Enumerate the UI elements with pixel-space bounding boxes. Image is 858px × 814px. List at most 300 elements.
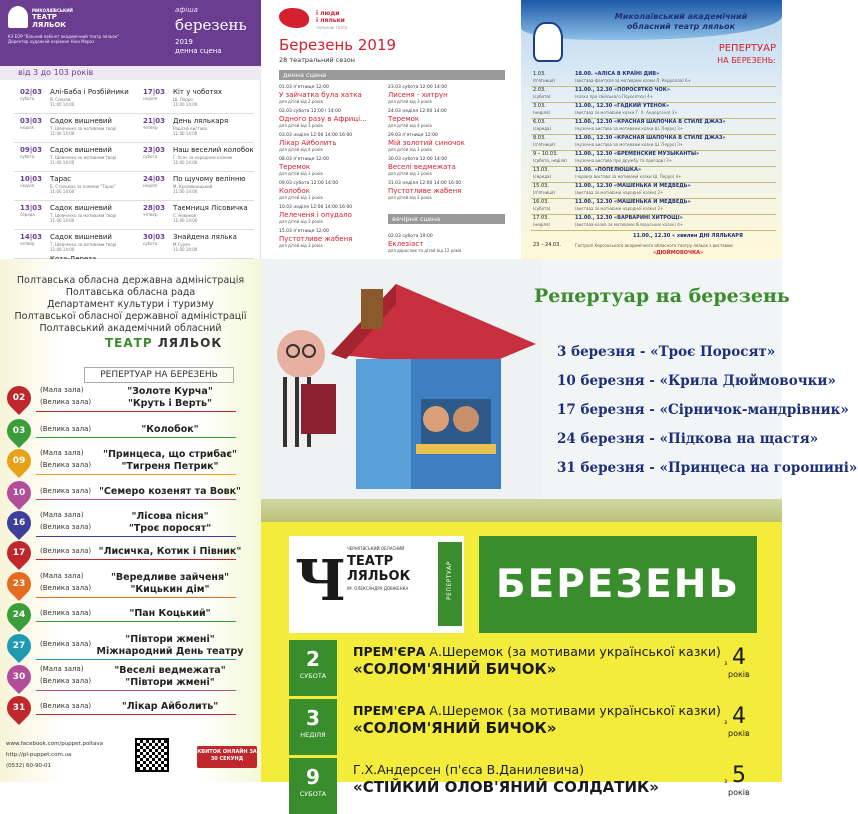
event-title: Еклезіаст [388, 240, 424, 248]
event-subtitle: Т. Шевченко за мотивами творі [50, 126, 117, 131]
row-date: 3.03. [533, 103, 546, 109]
date-badge [2, 567, 36, 601]
item-underline [36, 690, 236, 691]
repertoire-row [533, 216, 778, 230]
event-age: для дітей від 4 років [388, 123, 432, 128]
row-date: 13.03. [533, 167, 549, 173]
repertoire-label: РЕПЕРТУАР [718, 43, 776, 54]
event-title: Лисеня - хитрун [388, 91, 448, 99]
event-subtitle: М.Гурен [173, 242, 191, 247]
event-date: 09|03 [20, 146, 43, 154]
logo-text: і люди і ляльки [316, 10, 345, 24]
event-subtitle: Ш. Перро [173, 97, 193, 102]
event-date: 31.03 неділя 12:00 14:00 16:00 [388, 181, 462, 186]
event-time: 11:00 14:00 [50, 131, 75, 136]
age-prefix: з [724, 660, 728, 667]
event-subtitle: В. Сиохов [50, 97, 71, 102]
item-underline [36, 714, 236, 715]
date-number: 27 [12, 641, 26, 651]
facebook-link[interactable]: www.facebook.com/puppet.poltava [6, 741, 103, 747]
date-badge [2, 506, 36, 540]
event-date: 09.03 субота 12:00 14:00 [279, 181, 339, 186]
event-time: 11:00 14:00 [50, 218, 75, 223]
event-item [143, 117, 258, 143]
event-weekday: четвер [143, 212, 158, 217]
hall-label: (Велика зала) [40, 640, 92, 648]
item-underline [36, 437, 236, 438]
event-item [20, 88, 135, 114]
row-subtitle: (вистава за мотивами народної казки) 2+ [575, 190, 664, 195]
event-subtitle: Т. Шевченко за мотивами творі [50, 242, 117, 247]
event-weekday: субота [20, 96, 35, 101]
hall-label: (Велика зала) [40, 487, 92, 495]
repertoire-title: Репертуар на березень [534, 285, 790, 307]
row-divider [531, 230, 776, 231]
event-date: 03|03 [20, 117, 43, 125]
event-subtitle: М. Кропивницький [173, 184, 213, 189]
date-number: 17 [12, 548, 26, 558]
hall-label: (Мала зала) [40, 511, 84, 519]
event-age: для дітей від 3 років [279, 171, 323, 176]
repertoire-item [0, 449, 261, 477]
age-number: 5 [732, 763, 746, 788]
row-title: 11.00., 12.30 «ПОРОСЯТКО ЧОК» [575, 87, 671, 93]
evening-scene-bar: вечірня сцена [388, 214, 505, 224]
month-title: березень [175, 16, 247, 34]
event-date: 21|03 [143, 117, 166, 125]
event-date: 24|03 [143, 175, 166, 183]
age-number: 4 [732, 704, 746, 729]
hall-label: (Велика зала) [40, 584, 92, 592]
row-title: 11.00., 12.30 «ГАДКИЙ УТЕНОК» [575, 103, 670, 109]
event-date: 24.03 неділя 12:00 14:00 [388, 109, 447, 114]
event-info [353, 644, 721, 679]
event-title: Мій золотий синочок [388, 139, 465, 147]
row-weekday: (субота) [533, 206, 551, 211]
event-age: для дітей від 4 років [279, 147, 323, 152]
event-item [279, 157, 397, 176]
event-title: Садок вишневий [50, 233, 112, 241]
date-day: 2 [306, 647, 320, 671]
event-weekday: четвер [143, 125, 158, 130]
repertoire-event: 31 березня - «Принцеса на горошині» [557, 460, 858, 476]
repertoire-row [533, 200, 778, 214]
event-item [388, 109, 506, 128]
event-weekday: субота [143, 154, 158, 159]
event-author [353, 703, 721, 718]
event-date: 13|03 [20, 204, 43, 212]
show-title: "Тигреня Петрик" [121, 461, 219, 472]
event-time: 11:00 14:00 [173, 102, 198, 107]
event-item [143, 233, 258, 259]
event-info [353, 762, 659, 797]
event-date: 15.03 п'ятниця 12:00 [279, 229, 329, 234]
logo-subtext: лялькові театр [316, 25, 348, 30]
event-title: Садок вишневий [50, 117, 112, 125]
qr-code-icon[interactable] [135, 738, 169, 772]
event-weekday: середа [20, 212, 35, 217]
event-item [20, 204, 135, 230]
event-weekday: неділя [20, 125, 34, 130]
row-date: 16.03. [533, 199, 549, 205]
row-weekday: (п'ятниця) [533, 142, 555, 147]
repertoire-event: 17 березня - «Сірничок-мандрівник» [557, 402, 849, 418]
repertoire-item [0, 386, 261, 414]
repertoire-row [533, 72, 778, 86]
row-subtitle: (вистава-фантазія за мотивами казки Л. Керролла) 6+ [575, 78, 691, 83]
event-item [279, 205, 397, 224]
poster-header [0, 0, 261, 66]
event-title: Садок вишневий [50, 146, 112, 154]
date-badge [2, 629, 36, 663]
event-time: 11:00 14:00 [50, 189, 75, 194]
event-age: для дітей від 3 років [388, 195, 432, 200]
event-item [388, 133, 506, 152]
event-weekday: субота [143, 241, 158, 246]
event-item [20, 146, 135, 172]
poster-chernihiv [261, 522, 782, 798]
row-date: 15.03. [533, 183, 549, 189]
event-age: для дорослих та дітей від 12 років [388, 248, 462, 253]
logo-name: ІМ. ОЛЕКСАНДРА ДОВЖЕНКА [347, 586, 409, 591]
repertoire-row [533, 88, 778, 102]
event-weekday: четвер [20, 241, 35, 246]
logo-title: ТЕАТР ЛЯЛЬОК [347, 554, 411, 584]
age-unit: років [728, 729, 750, 738]
website-link[interactable]: http://pl-puppet.com.ua [6, 752, 72, 758]
event-title: Пустотливе жабеня [279, 235, 353, 243]
event-subtitle: Радісна вистава [173, 126, 208, 131]
age-box [724, 705, 764, 745]
event-age: для дітей від 3 років [388, 99, 432, 104]
event-date: 01.03 п'ятниця 12:00 [279, 85, 329, 90]
repertoire-label: РЕПЕРТУАР НА БЕРЕЗЕНЬ [84, 367, 234, 383]
event-item [143, 146, 258, 172]
online-ticket-button[interactable]: КВИТОК ОНЛАЙН ЗА 30 СЕКУНД [197, 746, 257, 768]
row-weekday: (неділя) [533, 110, 551, 115]
puppet-house-illustration [261, 259, 541, 522]
event-item [388, 234, 506, 253]
row-weekday: (середа) [533, 126, 551, 131]
event-date: 10|03 [20, 175, 43, 183]
event-info [353, 703, 721, 738]
row-title: 11.00. «ПОПЕЛЮШКА» [575, 167, 642, 173]
repertoire-event: 24 березня - «Підкова на щастя» [557, 431, 819, 447]
event-title: Теремок [388, 115, 420, 123]
theatre-logo-letter: Ч [295, 548, 347, 614]
divider [14, 200, 254, 201]
event-item [388, 85, 506, 104]
event-age: для дітей від 3 років [279, 219, 323, 224]
date-badge [2, 536, 36, 570]
event-title: День лялькаря [173, 117, 229, 125]
event-time: 11:00 14:00 [173, 189, 198, 194]
item-underline [36, 499, 236, 500]
event-title: Наш веселий колобок [173, 146, 254, 154]
hall-label: (Мала зала) [40, 665, 84, 673]
event-title: «СОЛОМ'ЯНИЙ БИЧОК» [353, 719, 557, 737]
year-label: 2019 денна сцена [175, 38, 222, 55]
show-title: "Вередливе зайченя" [110, 572, 230, 583]
date-badge [2, 476, 36, 510]
event-age: для дітей від 3 років [279, 243, 323, 248]
row-date: 1.03. [533, 71, 546, 77]
event-author [353, 644, 721, 659]
event-weekday: неділя [143, 96, 157, 101]
event-age: для дітей від 3 років [279, 123, 323, 128]
show-title: "Золоте Курча" [127, 386, 213, 397]
row-subtitle: (вистава за мотивами народної казки) 2+ [575, 206, 664, 211]
event-author [353, 762, 659, 777]
show-title: "Лісова пісня" [131, 511, 209, 522]
logo-region: ЧЕРНІГІВСЬКИЙ ОБЛАСНИЙ [347, 546, 405, 551]
show-title: Міжнародний День театру [96, 646, 244, 657]
date-weekday: НЕДІЛЯ [300, 731, 326, 739]
poster-mykolaiv-purple [0, 0, 261, 259]
age-box [724, 646, 764, 686]
month-title: БЕРЕЗЕНЬ [479, 536, 757, 633]
event-time: 11:00 14:00 [50, 247, 75, 252]
repertoire-event: 10 березня - «Крила Дюймовочки» [557, 373, 836, 389]
event-time: 11:00 14:00 [173, 218, 198, 223]
event-weekday: субота [20, 154, 35, 159]
row-weekday: (п'ятниця) [533, 190, 555, 195]
theatre-title: Миколаївський академічний обласний театр ляльок [614, 12, 748, 31]
event-subtitle: Г. Усач за народною казкою [173, 155, 233, 160]
event-item [20, 175, 135, 201]
divider [14, 113, 254, 114]
row-weekday: (неділя) [533, 222, 551, 227]
event-weekday: неділя [143, 183, 157, 188]
row-date: 8.03. [533, 135, 546, 141]
show-title: "Кицькин дім" [130, 584, 210, 595]
repertoire-row [533, 152, 778, 166]
row-subtitle: (вистава-казка за мотивами білоруських казок) 4+ [575, 222, 684, 227]
repertoire-item [0, 541, 261, 569]
event-item [279, 181, 397, 200]
row-weekday: (субота, неділя) [533, 158, 567, 163]
event-date: 23.03 субота 12:00 14:00 [388, 85, 448, 90]
repertoire-row [533, 120, 778, 134]
item-underline [36, 474, 236, 475]
poster-mykolaiv-academic: Миколаївський академічний обласний театр ляльок РЕПЕРТУАР НА БЕРЕЗЕНЬ: 1.03. (п'ятниця) 18.00. «АЛІСА В КРАЇНІ ДИВ» (вистава-фантазія за мотивами казки Л. Керролла) 6+ 2.03. (субота) 11.00., 12.30 «ПОРОСЯТКО ЧОК» (казка про свійського Поросятка) 4+ 3.03. (неділя) 11.00., 12.30 «ГАДКИЙ УТЕНОК» (вистава за мотивами казки Г. Х. Андерсена) 3+ 6.03. (середа) 11.00., 12.30 «КРАСНАЯ ШАПОЧКА В СТИЛЕ ДЖАЗ» (музична вистава за мотивами казки Ш. Перро) 3+ 8.03. (п'ятниця) 11.00., 12.30 «КРАСНАЯ ШАПОЧКА В СТИЛЕ ДЖАЗ» (музична вистава за мотивами казки Ш. Перро) 3+ 9 – 10.03. (субота, неділя) 11.00., 12.30 «БРЕМЕНСКИЕ МУЗЫКАНТЫ» (музична вистава про дружбу та пригоди) 3+ 13.03. (середа) 11.00. «ПОПЕЛЮШКА» (чарівна вистава за мотивами казки Ш. Перро) 4+ 15.03. (п'ятниця) 11.00., 12.30 «МАШЕНЬКА И МЕДВЕДЬ» (вистава за мотивами народної казки) 2+ 16.03. (субота) 11.00., 12.30 «МАШЕНЬКА И МЕДВЕДЬ» (вистава за мотивами народної казки) 2+ 17.03. (неділя) 11.00., 12.30 «ВАРВАРИНІ ХИТРОЩІ» (вистава-казка за мотивами білоруських казок) 4+ 11.00., 12.30 « хвилин ДНІ ЛЯЛЬКАРЯ 23 – 24.03. Гастролі Херсонського академічного обласного театру ляльок з виставою «ДЮЙМОВОЧКА» [521, 0, 782, 259]
repertoire-item [0, 603, 261, 631]
row-weekday: (п'ятниця) [533, 78, 555, 83]
item-underline [36, 411, 236, 412]
theatre-brand: ТЕАТР ЛЯЛЬОК [105, 336, 223, 350]
header-line: Полтавська обласна рада [65, 287, 196, 298]
date-badge [2, 414, 36, 448]
event-title: Одного разу в Африці... [279, 115, 367, 123]
repertoire-row [533, 168, 778, 182]
theatre-subtitle: КЗ ЕОР "Вільний кабінет академічний театр ляльок" Директор художній керівник Ніна Мороз [8, 34, 119, 44]
event-time: 11:00 14:00 [50, 102, 75, 107]
season-label: 28 театральний сезон [279, 56, 356, 64]
row-subtitle: (вистава за мотивами казки Г. Х. Андерсена) 3+ [575, 110, 678, 115]
event-title: «СОЛОМ'ЯНИЙ БИЧОК» [353, 660, 557, 678]
date-day: 3 [306, 706, 320, 730]
event-item [279, 133, 397, 152]
grass-decoration [261, 499, 782, 522]
event-date: 17|03 [143, 88, 166, 96]
divider [14, 171, 254, 172]
repertoire-item [0, 419, 261, 447]
header-line: Полтавський академічний обласний [39, 323, 222, 334]
event-subtitle: Т. Шевченко за мотивами творі [50, 155, 117, 160]
repertoire-item [0, 481, 261, 509]
row-date: 9 – 10.03. [533, 151, 558, 157]
hall-label: (Велика зала) [40, 702, 92, 710]
event-subtitle: С. Новиков [173, 213, 196, 218]
row-title: 11.00., 12.30 «МАШЕНЬКА И МЕДВЕДЬ» [575, 183, 691, 189]
age-prefix: з [724, 778, 728, 785]
date-badge [2, 381, 36, 415]
month-title: Березень 2019 [279, 36, 397, 54]
event-time: 11:00 14:00 [173, 131, 198, 136]
date-number: 09 [12, 456, 26, 466]
author-text: Г.Х.Андерсен (п'єса В.Данилевича) [353, 762, 585, 777]
event-date: 08.03 п'ятниця 12:00 [279, 157, 329, 162]
event-title: Кіт у чоботях [173, 88, 223, 96]
event-time: 11:00 14:00 [173, 247, 198, 252]
event-title: «СТІЙКИЙ ОЛОВ'ЯНИЙ СОЛДАТИК» [353, 778, 659, 796]
show-title: "Семеро козенят та Вовк" [98, 486, 242, 497]
row-date: 2.03. [533, 87, 546, 93]
date-day: 9 [306, 765, 320, 789]
row-subtitle: (чарівна вистава за мотивами казки Ш. Перро) 4+ [575, 174, 682, 179]
event-title: Колобок [279, 187, 310, 195]
date-badge [2, 660, 36, 694]
date-box [289, 699, 337, 755]
event-date: 14|03 [20, 233, 43, 241]
date-badge [2, 691, 36, 725]
event-date: 02|03 [20, 88, 43, 96]
item-underline [36, 536, 236, 537]
poster-poltava [0, 259, 261, 782]
date-number: 02 [12, 393, 26, 403]
phone-number: (0532) 60-90-01 [6, 763, 52, 769]
row-title: 11.00., 12.30 «ВАРВАРИНІ ХИТРОЩІ» [575, 215, 683, 221]
show-title: "Півтори жмені" [125, 677, 215, 688]
event-date: 02.03 субота 19:00 [388, 234, 433, 239]
repertoire-item [0, 665, 261, 693]
event-title: Пустотливе жабеня [388, 187, 462, 195]
hall-label: (Велика зала) [40, 425, 92, 433]
event-item [20, 117, 135, 143]
event-title: Алі-Баба і Розбійники [50, 88, 129, 96]
date-number: 16 [12, 518, 26, 528]
event-title: Лелеченя і опудало [279, 211, 352, 219]
item-underline [36, 621, 236, 622]
hall-label: (Мала зала) [40, 386, 84, 394]
date-number: 24 [12, 610, 26, 620]
puppet-figure-icon [533, 22, 563, 62]
date-badge [2, 598, 36, 632]
show-title: "Лікар Айболить" [121, 701, 219, 712]
row-subtitle: (казка про свійського Поросятка) 4+ [575, 94, 654, 99]
hall-label: (Велика зала) [40, 523, 92, 531]
event-subtitle: Б. Стельмах за поемою "Тарас" [50, 184, 117, 189]
vertical-repertoire-label: РЕПЕРТУАР [438, 542, 462, 626]
event-item [279, 109, 397, 128]
show-title: "Принцеса, що стрибає" [103, 449, 237, 460]
repertoire-item [0, 511, 261, 539]
event-title: Садок вишневий [50, 204, 112, 212]
date-weekday: СУБОТА [299, 672, 327, 680]
row-weekday: (середа) [533, 174, 551, 179]
hall-label: (Велика зала) [40, 609, 92, 617]
repertoire-row [533, 104, 778, 118]
event-age: для дітей від 3 років [279, 195, 323, 200]
event-time: 11:00 14:00 [50, 160, 75, 165]
show-title: "Колобок" [141, 424, 199, 435]
date-box [289, 640, 337, 696]
row-title: 18.00. «АЛІСА В КРАЇНІ ДИВ» [575, 71, 660, 77]
show-title: "Круть і Верть" [127, 398, 213, 409]
author-text: А.Шеремок (за мотивами української казки) [429, 703, 721, 718]
repertoire-row [533, 184, 778, 198]
hall-label: (Мала зала) [40, 572, 84, 580]
event-item [388, 157, 506, 176]
premiere-label: ПРЕМ'ЄРА [353, 644, 426, 659]
divider [14, 229, 254, 230]
author-text: А.Шеремок (за мотивами української казки) [429, 644, 721, 659]
date-badge [2, 444, 36, 478]
repertoire-sublabel: НА БЕРЕЗЕНЬ: [717, 56, 776, 65]
date-number: 30 [12, 672, 26, 682]
poster-house-puppets [261, 259, 858, 522]
event-date: 10.03 неділя 12:00 14:00 16:00 [279, 205, 353, 210]
row-subtitle: (музична вистава за мотивами казки Ш. Перро) 3+ [575, 142, 684, 147]
row-weekday: (субота) [533, 94, 551, 99]
event-item [143, 88, 258, 114]
hall-label: (Велика зала) [40, 547, 92, 555]
row-title: 11.00., 12.30 «МАШЕНЬКА И МЕДВЕДЬ» [575, 199, 691, 205]
divider [14, 142, 254, 143]
row-date: 17.03. [533, 215, 549, 221]
day-scene-bar: денна сцена [279, 70, 505, 80]
event-title: Веселі ведмежата [388, 163, 456, 171]
event-time: 11:00 14:00 [173, 160, 198, 165]
row-title: 11.00., 12.30 «КРАСНАЯ ШАПОЧКА В СТИЛЕ ДЖАЗ» [575, 119, 726, 125]
event-title: Таємниця Лісовичка [173, 204, 248, 212]
show-title: "Пан Коцький" [129, 608, 211, 619]
date-number: 10 [12, 488, 26, 498]
event-age: для дітей від 2 років [279, 99, 323, 104]
item-underline [36, 559, 236, 560]
item-underline [36, 659, 236, 660]
hall-label: (Велика зала) [40, 677, 92, 685]
event-subtitle: Т. Шевченко за мотивами творі [50, 213, 117, 218]
header-line: Департамент культури і туризму [47, 299, 214, 310]
show-title: "Півтори жмені" [125, 634, 215, 645]
event-date: 03.03 неділя 12:00 14:00 16:00 [279, 133, 353, 138]
theatre-title: МИКОЛАЇВСЬКИЙ ТЕАТР ЛЯЛЬОК [32, 8, 73, 29]
repertoire-item [0, 572, 261, 600]
event-item [143, 175, 258, 201]
date-number: 03 [12, 426, 26, 436]
row-date: 6.03. [533, 119, 546, 125]
event-date: 28|03 [143, 204, 166, 212]
item-underline [36, 597, 236, 598]
event-title: Тарас [50, 175, 72, 183]
event-date: 30|03 [143, 233, 166, 241]
age-box [724, 764, 764, 804]
event-item [388, 181, 506, 200]
event-date: 02.03 субота 12:00 і 14:00 [279, 109, 341, 114]
event-item [279, 85, 397, 104]
event-age: для дітей від 3 років [388, 171, 432, 176]
